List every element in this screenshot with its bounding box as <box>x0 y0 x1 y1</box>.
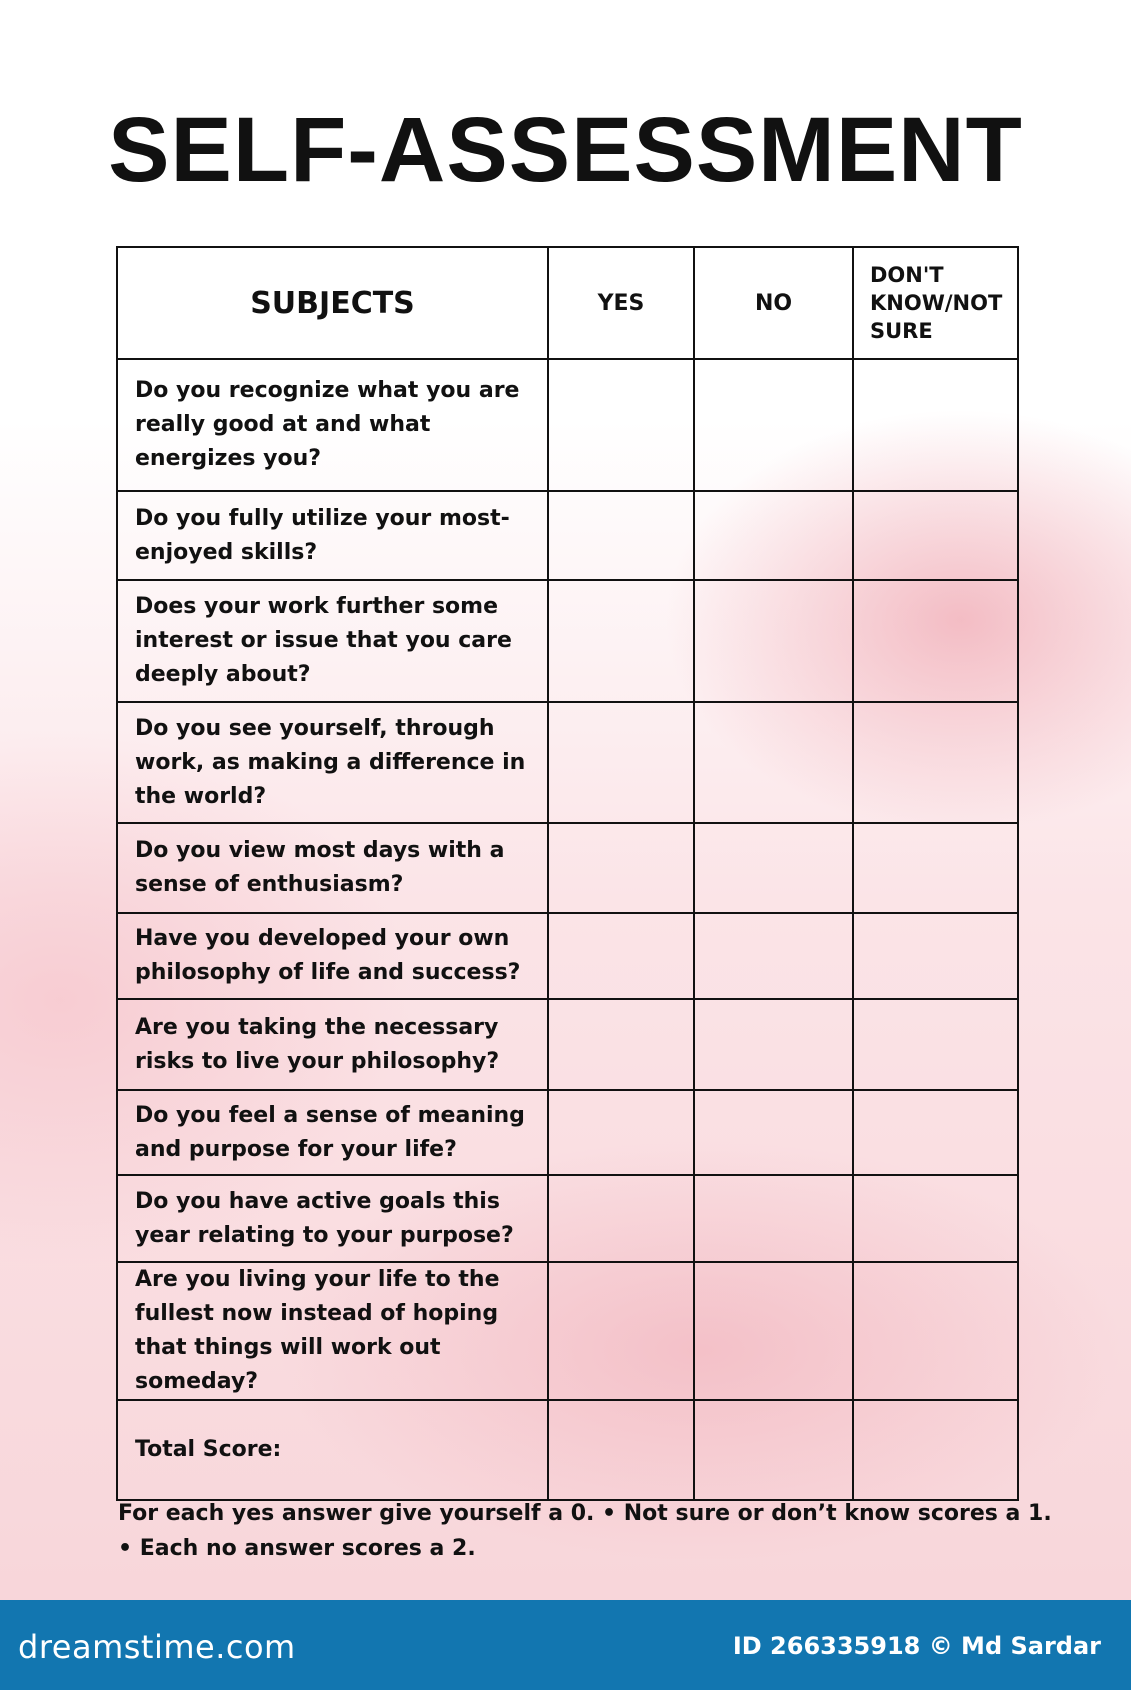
yes-cell[interactable] <box>548 913 694 999</box>
total-dont-know-cell[interactable] <box>853 1400 1018 1500</box>
question-row <box>117 491 1018 580</box>
dont-know-cell[interactable] <box>853 999 1018 1090</box>
no-cell[interactable] <box>694 1175 853 1262</box>
dont-know-cell[interactable] <box>853 823 1018 913</box>
no-cell[interactable] <box>694 491 853 580</box>
question-text: Are you taking the necessary risks to live your philosophy? <box>117 999 548 1090</box>
no-cell[interactable] <box>694 999 853 1090</box>
dont-know-cell[interactable] <box>853 359 1018 491</box>
dont-know-cell[interactable] <box>853 1175 1018 1262</box>
header-yes: YES <box>548 247 694 359</box>
total-score-label: Total Score: <box>117 1400 548 1500</box>
yes-cell[interactable] <box>548 999 694 1090</box>
scoring-note-line2: • Each no answer scores a 2. <box>118 1536 476 1561</box>
question-text: Do you see yourself, through work, as making a difference in the world? <box>117 702 548 823</box>
assessment-table <box>116 246 1019 1501</box>
no-cell[interactable] <box>694 702 853 823</box>
no-cell[interactable] <box>694 1262 853 1400</box>
question-row <box>117 823 1018 913</box>
question-text: Do you feel a sense of meaning and purpose for your life? <box>117 1090 548 1175</box>
question-row <box>117 702 1018 823</box>
question-text: Does your work further some interest or issue that you care deeply about? <box>117 580 548 702</box>
dont-know-cell[interactable] <box>853 1090 1018 1175</box>
yes-cell[interactable] <box>548 1175 694 1262</box>
question-row <box>117 1175 1018 1262</box>
image-credit: ID 266335918 © Md Sardar <box>732 1632 1101 1660</box>
dont-know-cell[interactable] <box>853 580 1018 702</box>
question-text: Do you fully utilize your most-enjoyed skills? <box>117 491 548 580</box>
header-dont-know: DON'T KNOW/NOT SURE <box>853 247 1018 359</box>
yes-cell[interactable] <box>548 823 694 913</box>
yes-cell[interactable] <box>548 359 694 491</box>
dont-know-cell[interactable] <box>853 913 1018 999</box>
question-row <box>117 999 1018 1090</box>
header-no: NO <box>694 247 853 359</box>
question-row <box>117 913 1018 999</box>
dont-know-cell[interactable] <box>853 702 1018 823</box>
question-row <box>117 359 1018 491</box>
yes-cell[interactable] <box>548 491 694 580</box>
page-title: SELF-ASSESSMENT <box>108 99 1023 201</box>
dont-know-cell[interactable] <box>853 1262 1018 1400</box>
watermark-banner <box>0 1600 1131 1690</box>
no-cell[interactable] <box>694 913 853 999</box>
question-text: Have you developed your own philosophy of life and success? <box>117 913 548 999</box>
yes-cell[interactable] <box>548 580 694 702</box>
total-yes-cell[interactable] <box>548 1400 694 1500</box>
no-cell[interactable] <box>694 359 853 491</box>
question-text: Are you living your life to the fullest now instead of hoping that things will work out someday? <box>117 1262 548 1400</box>
question-row <box>117 580 1018 702</box>
total-score-row <box>117 1400 1018 1500</box>
scoring-note-line1: For each yes answer give yourself a 0. • Not sure or don’t know scores a 1. <box>118 1501 1052 1526</box>
question-row <box>117 1262 1018 1400</box>
scoring-note <box>118 1496 1052 1566</box>
total-no-cell[interactable] <box>694 1400 853 1500</box>
question-text: Do you recognize what you are really good at and what energizes you? <box>117 359 548 491</box>
dont-know-cell[interactable] <box>853 491 1018 580</box>
question-text: Do you view most days with a sense of enthusiasm? <box>117 823 548 913</box>
yes-cell[interactable] <box>548 702 694 823</box>
yes-cell[interactable] <box>548 1090 694 1175</box>
no-cell[interactable] <box>694 823 853 913</box>
no-cell[interactable] <box>694 580 853 702</box>
no-cell[interactable] <box>694 1090 853 1175</box>
dreamstime-logo: dreamstime.com <box>18 1628 296 1666</box>
yes-cell[interactable] <box>548 1262 694 1400</box>
question-row <box>117 1090 1018 1175</box>
header-subjects: SUBJECTS <box>117 247 548 359</box>
question-text: Do you have active goals this year relating to your purpose? <box>117 1175 548 1262</box>
